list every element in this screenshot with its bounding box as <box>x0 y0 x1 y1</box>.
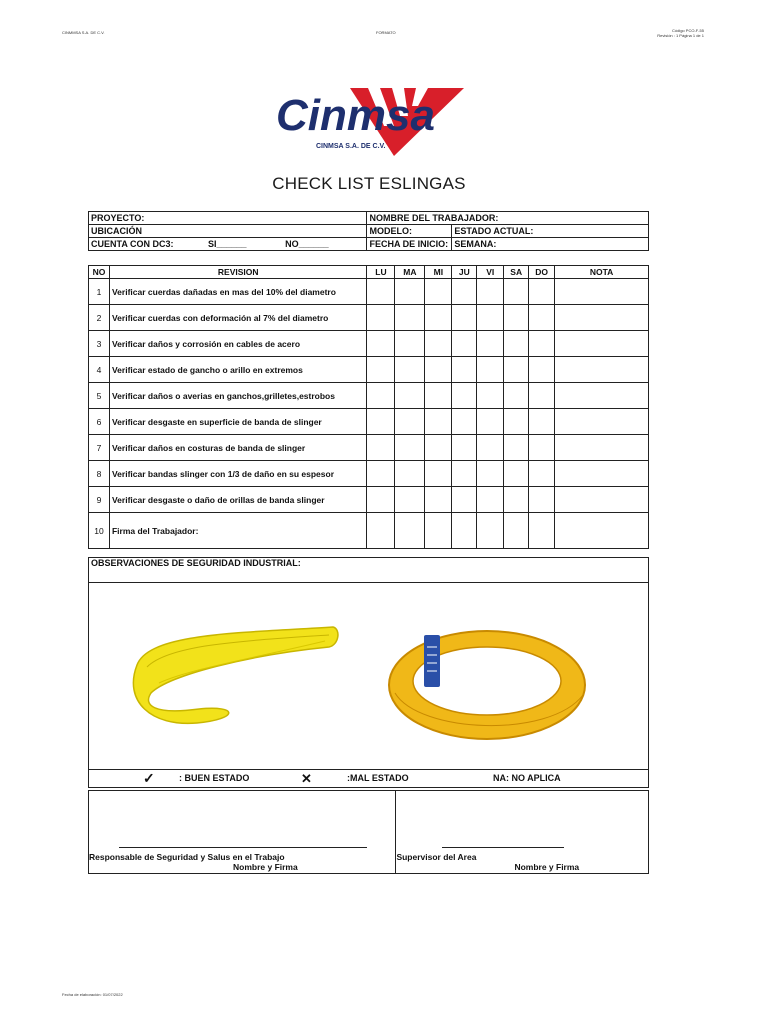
day-cell-sa[interactable] <box>504 487 529 513</box>
day-cell-lu[interactable] <box>367 279 395 305</box>
row-revision-text: Verificar daños en costuras de banda de slinger <box>109 435 366 461</box>
day-cell-ma[interactable] <box>395 409 425 435</box>
checklist-row <box>89 435 649 461</box>
row-number: 1 <box>89 279 110 305</box>
day-cell-mi[interactable] <box>425 279 452 305</box>
row-revision-text: Verificar desgaste o daño de orillas de banda slinger <box>109 487 366 513</box>
legend-buen: : BUEN ESTADO <box>179 773 250 783</box>
day-cell-ju[interactable] <box>452 279 477 305</box>
header-format: FORMATO <box>376 30 396 35</box>
day-cell-ma[interactable] <box>395 487 425 513</box>
observations-label: OBSERVACIONES DE SEGURIDAD INDUSTRIAL: <box>89 558 649 583</box>
day-cell-sa[interactable] <box>504 357 529 383</box>
row-number: 7 <box>89 435 110 461</box>
day-cell-vi[interactable] <box>477 357 504 383</box>
row-revision-text: Verificar cuerdas dañadas en mas del 10% del diametro <box>109 279 366 305</box>
logo-brand: Cinmsa <box>276 91 435 140</box>
signature-left[interactable] <box>89 791 396 874</box>
day-cell-vi[interactable] <box>477 513 504 549</box>
legend-mal: :MAL ESTADO <box>347 773 409 783</box>
logo-company: CINMSA S.A. DE C.V. <box>316 143 386 150</box>
day-cell-ma[interactable] <box>395 383 425 409</box>
legend-row <box>89 770 649 788</box>
day-cell-vi[interactable] <box>477 383 504 409</box>
day-cell-mi[interactable] <box>425 331 452 357</box>
photos-cell <box>89 583 649 770</box>
nota-cell[interactable] <box>555 409 649 435</box>
estado-field[interactable]: ESTADO ACTUAL: <box>452 225 649 238</box>
no-option[interactable]: NO______ <box>285 239 329 249</box>
row-number: 3 <box>89 331 110 357</box>
day-cell-sa[interactable] <box>504 461 529 487</box>
page-title: CHECK LIST ESLINGAS <box>272 174 466 193</box>
day-cell-do[interactable] <box>529 461 555 487</box>
row-revision-text: Verificar estado de gancho o arillo en extremos <box>109 357 366 383</box>
semana-field[interactable]: SEMANA: <box>452 238 649 251</box>
signature-left-title: Responsable de Seguridad y Salus en el Trabajo <box>89 852 285 862</box>
day-cell-ma[interactable] <box>395 305 425 331</box>
row-number: 2 <box>89 305 110 331</box>
col-ma: MA <box>395 266 425 279</box>
nota-cell[interactable] <box>555 435 649 461</box>
day-cell-ju[interactable] <box>452 461 477 487</box>
nota-cell[interactable] <box>555 461 649 487</box>
day-cell-ju[interactable] <box>452 331 477 357</box>
fecha-field[interactable]: FECHA DE INICIO: <box>367 238 452 251</box>
col-ju: JU <box>452 266 477 279</box>
col-lu: LU <box>367 266 395 279</box>
nota-cell[interactable] <box>555 331 649 357</box>
col-revision: REVISION <box>109 266 366 279</box>
checklist-row <box>89 487 649 513</box>
row-number: 5 <box>89 383 110 409</box>
signature-table <box>88 790 649 874</box>
check-mark-icon: ✓ <box>143 770 155 786</box>
day-cell-do[interactable] <box>529 305 555 331</box>
day-cell-vi[interactable] <box>477 279 504 305</box>
cuenta-label: CUENTA CON DC3: <box>91 239 174 249</box>
day-cell-vi[interactable] <box>477 461 504 487</box>
row-number: 9 <box>89 487 110 513</box>
day-cell-do[interactable] <box>529 357 555 383</box>
checklist-row <box>89 383 649 409</box>
col-do: DO <box>529 266 555 279</box>
day-cell-ma[interactable] <box>395 461 425 487</box>
col-sa: SA <box>504 266 529 279</box>
nota-cell[interactable] <box>555 383 649 409</box>
checklist-row <box>89 331 649 357</box>
day-cell-ju[interactable] <box>452 487 477 513</box>
row-revision-text: Verificar desgaste en superficie de banda de slinger <box>109 409 366 435</box>
nota-cell[interactable] <box>555 487 649 513</box>
day-cell-do[interactable] <box>529 435 555 461</box>
day-cell-ma[interactable] <box>395 357 425 383</box>
observations-table <box>88 557 649 788</box>
day-cell-mi[interactable] <box>425 305 452 331</box>
nota-cell[interactable] <box>555 513 649 549</box>
header-code: Código PCO-F-55 <box>671 28 704 33</box>
day-cell-do[interactable] <box>529 409 555 435</box>
signature-line-left <box>119 847 367 848</box>
day-cell-lu[interactable] <box>367 331 395 357</box>
day-cell-lu[interactable] <box>367 305 395 331</box>
day-cell-ju[interactable] <box>452 383 477 409</box>
day-cell-mi[interactable] <box>425 513 452 549</box>
checklist-row <box>89 357 649 383</box>
flat-sling-image <box>133 627 338 723</box>
day-cell-do[interactable] <box>529 279 555 305</box>
day-cell-lu[interactable] <box>367 487 395 513</box>
row-number: 4 <box>89 357 110 383</box>
legend-na: NA: NO APLICA <box>493 773 561 783</box>
col-no: NO <box>89 266 110 279</box>
day-cell-lu[interactable] <box>367 409 395 435</box>
checklist-row <box>89 461 649 487</box>
row-number: 6 <box>89 409 110 435</box>
day-cell-sa[interactable] <box>504 383 529 409</box>
day-cell-mi[interactable] <box>425 487 452 513</box>
col-mi: MI <box>425 266 452 279</box>
day-cell-sa[interactable] <box>504 331 529 357</box>
info-table <box>88 211 649 251</box>
nota-cell[interactable] <box>555 305 649 331</box>
checklist-row <box>89 513 649 549</box>
x-mark-icon: ✕ <box>301 771 312 786</box>
day-cell-ju[interactable] <box>452 513 477 549</box>
round-sling-image <box>389 631 585 739</box>
row-number: 10 <box>89 513 110 549</box>
signature-right[interactable] <box>396 791 649 874</box>
row-number: 8 <box>89 461 110 487</box>
day-cell-sa[interactable] <box>504 305 529 331</box>
signature-right-sub: Nombre y Firma <box>514 862 580 872</box>
day-cell-mi[interactable] <box>425 357 452 383</box>
day-cell-ma[interactable] <box>395 513 425 549</box>
checklist-table <box>88 265 649 549</box>
ubicacion-field[interactable]: UBICACIÓN <box>89 225 367 238</box>
day-cell-vi[interactable] <box>477 305 504 331</box>
day-cell-ju[interactable] <box>452 435 477 461</box>
day-cell-mi[interactable] <box>425 435 452 461</box>
day-cell-lu[interactable] <box>367 383 395 409</box>
col-nota: NOTA <box>555 266 649 279</box>
si-option[interactable]: SI______ <box>208 239 247 249</box>
header-company: CINMMSA S.A. DE C.V. <box>62 30 105 35</box>
day-cell-do[interactable] <box>529 383 555 409</box>
day-cell-vi[interactable] <box>477 487 504 513</box>
day-cell-vi[interactable] <box>477 331 504 357</box>
day-cell-do[interactable] <box>529 513 555 549</box>
day-cell-ma[interactable] <box>395 435 425 461</box>
day-cell-vi[interactable] <box>477 409 504 435</box>
checklist-row <box>89 409 649 435</box>
day-cell-do[interactable] <box>529 331 555 357</box>
company-logo <box>272 86 468 158</box>
day-cell-mi[interactable] <box>425 409 452 435</box>
day-cell-do[interactable] <box>529 487 555 513</box>
modelo-field[interactable]: MODELO: <box>367 225 452 238</box>
day-cell-lu[interactable] <box>367 461 395 487</box>
day-cell-ju[interactable] <box>452 357 477 383</box>
nota-cell[interactable] <box>555 279 649 305</box>
day-cell-sa[interactable] <box>504 279 529 305</box>
nombre-field[interactable]: NOMBRE DEL TRABAJADOR: <box>367 212 649 225</box>
day-cell-vi[interactable] <box>477 435 504 461</box>
nota-cell[interactable] <box>555 357 649 383</box>
checklist-row <box>89 279 649 305</box>
checklist-row <box>89 305 649 331</box>
day-cell-ju[interactable] <box>452 305 477 331</box>
row-revision-text: Verificar cuerdas con deformación al 7% del diametro <box>109 305 366 331</box>
row-revision-text: Verificar bandas slinger con 1/3 de daño en su espesor <box>109 461 366 487</box>
header-revision: Revisión : 1 Página 1 de 1 <box>657 33 704 38</box>
row-revision-text: Verificar daños y corrosión en cables de acero <box>109 331 366 357</box>
day-cell-lu[interactable] <box>367 513 395 549</box>
signature-left-sub: Nombre y Firma <box>233 862 298 872</box>
day-cell-ma[interactable] <box>395 279 425 305</box>
col-vi: VI <box>477 266 504 279</box>
signature-right-title: Supervisor del Area <box>396 852 477 862</box>
day-cell-lu[interactable] <box>367 357 395 383</box>
row-revision-text: Firma del Trabajador: <box>109 513 366 549</box>
signature-line-right <box>442 847 564 848</box>
day-cell-sa[interactable] <box>504 435 529 461</box>
cuenta-dc3-field[interactable] <box>89 238 367 251</box>
day-cell-ju[interactable] <box>452 409 477 435</box>
day-cell-mi[interactable] <box>425 461 452 487</box>
footer-date: Fecha de elaboración: 01/07/2022 <box>62 992 123 997</box>
day-cell-lu[interactable] <box>367 435 395 461</box>
row-revision-text: Verificar daños o averias en ganchos,grilletes,estrobos <box>109 383 366 409</box>
day-cell-ma[interactable] <box>395 331 425 357</box>
sling-photos <box>89 583 645 769</box>
day-cell-sa[interactable] <box>504 513 529 549</box>
day-cell-sa[interactable] <box>504 409 529 435</box>
day-cell-mi[interactable] <box>425 383 452 409</box>
proyecto-field[interactable]: PROYECTO: <box>89 212 367 225</box>
checklist-header-row <box>89 266 649 279</box>
